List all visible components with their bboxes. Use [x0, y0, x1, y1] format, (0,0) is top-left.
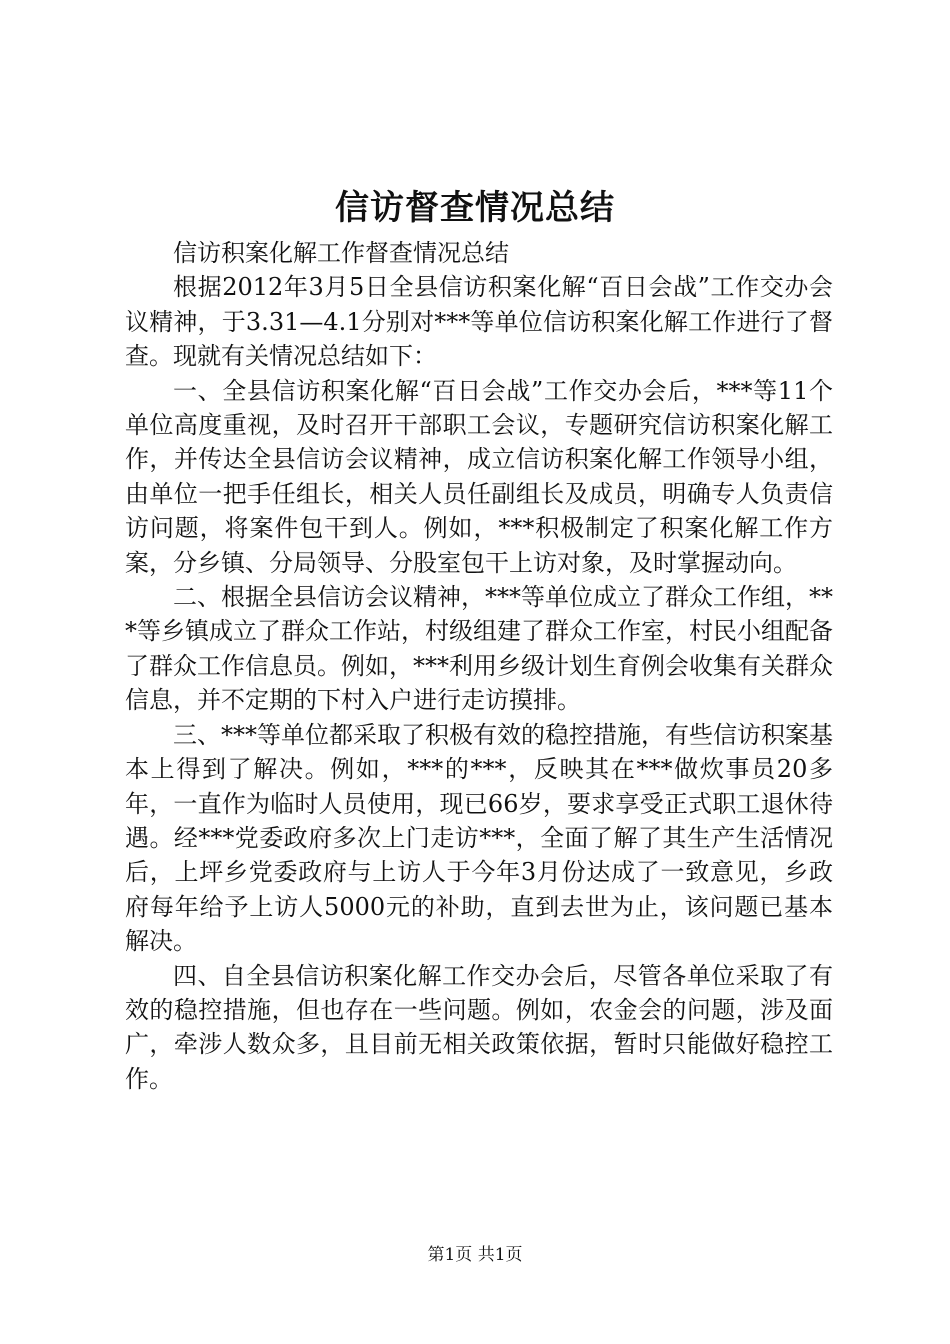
document-body	[125, 236, 833, 1096]
paragraph-section-4: 四、自全县信访积案化解工作交办会后，尽管各单位采取了有效的稳控措施，但也存在一些问题。例如，农金会的问题，涉及面广，牵涉人数众多，且目前无相关政策依据，暂时只能做好稳控工作。	[125, 961, 833, 1093]
paragraph-section-2: 二、根据全县信访会议精神，***等单位成立了群众工作组，***等乡镇成立了群众工作站，村级组建了群众工作室，村民小组配备了群众工作信息员。例如，***利用乡级计划生育例会收集有关群众信息，并不定期的下村入户进行走访摸排。	[125, 583, 833, 715]
paragraph-intro: 根据2012年3月5日全县信访积案化解“百日会战”工作交办会议精神，于3.31—4.1分别对***等单位信访积案化解工作进行了督查。现就有关情况总结如下：	[125, 273, 833, 371]
document-title: 信访督查情况总结	[335, 188, 615, 228]
paragraph-section-1: 一、全县信访积案化解“百日会战”工作交办会后，***等11个单位高度重视，及时召开干部职工会议，专题研究信访积案化解工作，并传达全县信访会议精神，成立信访积案化解工作领导小组，由单位一把手任组长，相关人员任副组长及成员，明确专人负责信访问题，将案件包干到人。例如，***积极制定了积案化解工作方案，分乡镇、分局领导、分股室包干上访对象，及时掌握动向。	[125, 376, 833, 577]
paragraph-section-3: 三、***等单位都采取了积极有效的稳控措施，有些信访积案基本上得到了解决。例如，***的***，反映其在***做炊事员20多年，一直作为临时人员使用，现已66岁，要求享受正式职工退休待遇。经***党委政府多次上门走访***，全面了解了其生产生活情况后，上坪乡党委政府与上访人于今年3月份达成了一致意见，乡政府每年给予上访人5000元的补助，直到去世为止，该问题已基本解决。	[125, 720, 833, 956]
page-number-footer: 第1页 共1页	[427, 1245, 523, 1265]
paragraph-subtitle: 信访积案化解工作督查情况总结	[173, 239, 509, 267]
